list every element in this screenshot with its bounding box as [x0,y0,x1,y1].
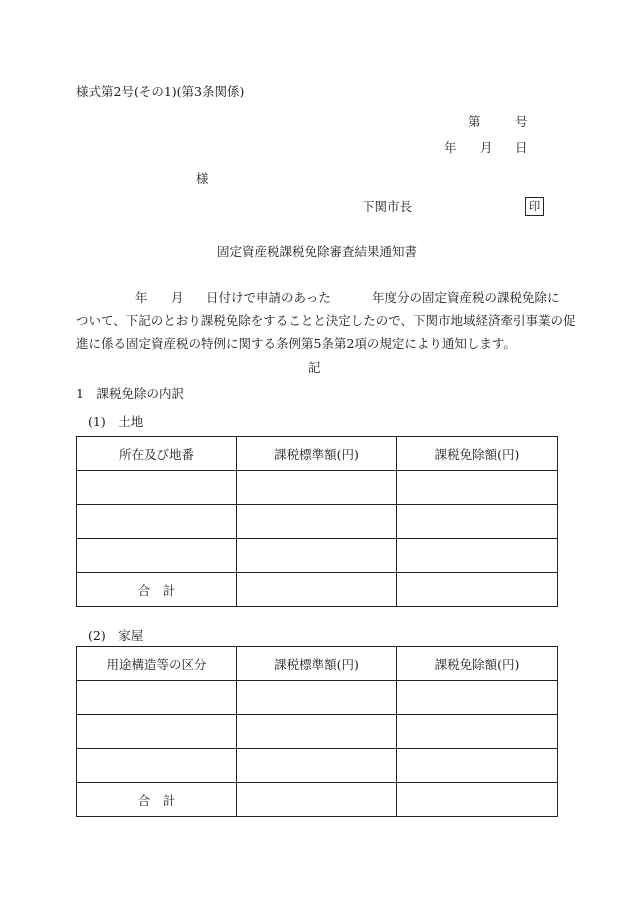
house-header-row [77,647,558,681]
doc-number-dai: 第 [468,114,481,129]
date-day: 日 [515,140,528,155]
doc-number-go: 号 [515,114,528,129]
land-row [77,471,558,505]
house-total-label: 合 計 [77,783,237,817]
house-row [77,681,558,715]
body-line2: ついて、下記のとおり課税免除をすることと決定したので、下関市地域経済牽引事業の促 [76,313,576,328]
house-cell [397,681,558,715]
issuer-name: 下関市長 [362,199,413,214]
land-cell [397,505,558,539]
land-heading: (1) 土地 [88,414,144,429]
house-cell [397,715,558,749]
land-cell [77,539,237,573]
house-cell [237,749,397,783]
land-cell [397,471,558,505]
land-cell [237,471,397,505]
land-table [76,436,558,607]
date-month: 月 [480,140,493,155]
house-heading: (2) 家屋 [88,628,144,643]
addressee-sama: 様 [196,171,209,186]
house-cell [77,715,237,749]
house-header-usage: 用途構造等の区分 [77,647,237,681]
land-cell [237,505,397,539]
land-header-exemption: 課税免除額(円) [397,437,558,471]
document-title: 固定資産税課税免除審査結果通知書 [217,244,418,259]
seal-stamp: 印 [525,197,544,216]
body-line1-text: 日付けで申請のあった [206,290,331,305]
house-cell [77,681,237,715]
section1-heading: 1 課税免除の内訳 [76,386,184,401]
land-row [77,505,558,539]
house-row [77,749,558,783]
date-year: 年 [444,140,457,155]
house-total-exemption [397,783,558,817]
land-total-label: 合 計 [77,573,237,607]
house-header-exemption: 課税免除額(円) [397,647,558,681]
house-cell [237,715,397,749]
land-header-location: 所在及び地番 [77,437,237,471]
land-row [77,539,558,573]
house-header-base: 課税標準額(円) [237,647,397,681]
house-row [77,715,558,749]
land-cell [77,471,237,505]
ki-marker: 記 [308,360,321,375]
land-total-row [77,573,558,607]
land-header-row [77,437,558,471]
body-month: 月 [171,290,184,305]
land-cell [397,539,558,573]
house-total-row [77,783,558,817]
body-line3: 進に係る固定資産税の特例に関する条例第5条第2項の規定により通知します。 [76,336,516,351]
house-cell [77,749,237,783]
land-total-exemption [397,573,558,607]
house-cell [397,749,558,783]
body-line1-tail: 年度分の固定資産税の課税免除に [372,290,560,305]
house-table [76,646,558,817]
land-cell [77,505,237,539]
body-year: 年 [135,290,148,305]
form-label: 様式第2号(その1)(第3条関係) [76,84,245,99]
land-total-base [237,573,397,607]
land-cell [237,539,397,573]
land-header-base: 課税標準額(円) [237,437,397,471]
house-total-base [237,783,397,817]
house-cell [237,681,397,715]
